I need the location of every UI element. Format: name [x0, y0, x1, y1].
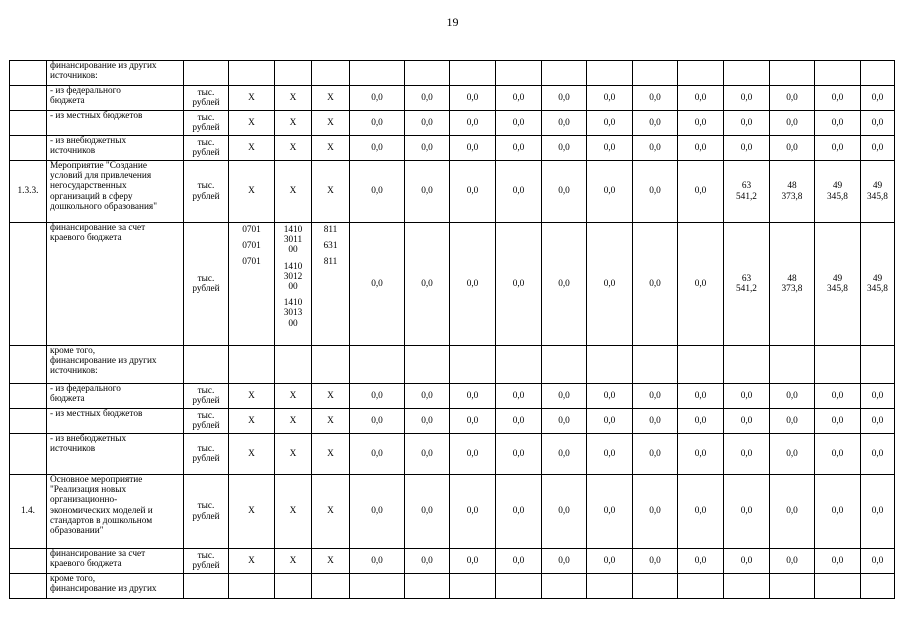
row-number: 1.4. — [10, 475, 47, 549]
value-cell — [542, 61, 587, 86]
value-cell: 0,0 — [450, 549, 496, 574]
value-cell: 0,0 — [542, 111, 587, 136]
code-cell-c1: Х — [229, 549, 275, 574]
value-cell — [542, 574, 587, 599]
value-cell: 0,0 — [587, 434, 633, 475]
code-cell-c2: Х — [275, 384, 312, 409]
code-value: 0701 — [242, 241, 261, 252]
row-number — [10, 61, 47, 86]
value-cell: 0,0 — [496, 434, 542, 475]
value-cell: 0,0 — [542, 384, 587, 409]
code-cell-c1: Х — [229, 111, 275, 136]
value-cell: 0,0 — [542, 409, 587, 434]
value-cell: 0,0 — [678, 111, 724, 136]
value-cell: 0,0 — [496, 136, 542, 161]
row-name: - из внебюджетных источников — [47, 434, 184, 475]
row-unit: тыс. рублей — [184, 384, 229, 409]
value-cell: 0,0 — [350, 161, 405, 223]
code-cell-c1 — [229, 61, 275, 86]
value-cell: 0,0 — [815, 475, 861, 549]
value-cell — [678, 61, 724, 86]
value-cell: 0,0 — [815, 409, 861, 434]
value-cell: 0,0 — [496, 111, 542, 136]
value-cell: 0,0 — [405, 475, 450, 549]
value-cell: 0,0 — [724, 475, 770, 549]
value-cell: 0,0 — [724, 136, 770, 161]
value-cell: 0,0 — [678, 136, 724, 161]
code-cell-c3 — [312, 61, 350, 86]
row-number — [10, 111, 47, 136]
value-cell: 0,0 — [450, 161, 496, 223]
code-value: 811 — [323, 257, 338, 268]
value-cell: 0,0 — [770, 434, 815, 475]
row-unit: тыс. рублей — [184, 434, 229, 475]
code-value: 1410 3013 00 — [283, 298, 303, 329]
value-cell: 0,0 — [587, 475, 633, 549]
table-row — [10, 86, 895, 111]
value-cell: 0,0 — [861, 549, 895, 574]
value-cell — [496, 61, 542, 86]
value-cell — [450, 346, 496, 384]
value-cell — [815, 61, 861, 86]
value-cell: 0,0 — [724, 384, 770, 409]
value-cell: 0,0 — [350, 136, 405, 161]
value-cell — [724, 574, 770, 599]
value-cell: 0,0 — [542, 223, 587, 346]
value-cell: 0,0 — [770, 409, 815, 434]
value-cell: 0,0 — [678, 434, 724, 475]
value-cell — [815, 574, 861, 599]
value-cell: 0,0 — [587, 111, 633, 136]
value-cell: 0,0 — [678, 161, 724, 223]
code-cell-c1 — [229, 223, 275, 346]
code-cell-c2: Х — [275, 111, 312, 136]
value-cell — [678, 346, 724, 384]
table-body — [10, 61, 895, 599]
row-unit: тыс. рублей — [184, 161, 229, 223]
table-row — [10, 384, 895, 409]
value-cell — [861, 574, 895, 599]
value-cell: 0,0 — [450, 409, 496, 434]
code-cell-c2 — [275, 223, 312, 346]
row-name: кроме того, финансирование из других — [47, 574, 184, 599]
row-name: - из местных бюджетов — [47, 409, 184, 434]
value-cell: 48 373,8 — [770, 161, 815, 223]
value-cell: 0,0 — [770, 86, 815, 111]
value-cell — [350, 574, 405, 599]
value-cell: 0,0 — [405, 384, 450, 409]
row-unit: тыс. рублей — [184, 86, 229, 111]
value-cell: 0,0 — [724, 86, 770, 111]
table-row — [10, 346, 895, 384]
table-row — [10, 111, 895, 136]
value-cell — [405, 346, 450, 384]
value-cell: 0,0 — [350, 86, 405, 111]
code-cell-c3: Х — [312, 434, 350, 475]
value-cell: 0,0 — [724, 434, 770, 475]
value-cell: 0,0 — [542, 136, 587, 161]
value-cell: 0,0 — [405, 434, 450, 475]
value-cell — [770, 61, 815, 86]
code-cell-c3: Х — [312, 384, 350, 409]
value-cell: 0,0 — [450, 434, 496, 475]
code-value: 1410 3011 00 — [283, 225, 303, 256]
row-name: кроме того, финансирование из других источников: — [47, 346, 184, 384]
value-cell — [815, 346, 861, 384]
value-cell: 0,0 — [633, 384, 678, 409]
value-cell: 0,0 — [770, 111, 815, 136]
value-cell — [542, 346, 587, 384]
table-row — [10, 61, 895, 86]
row-name: - из федерального бюджета — [47, 384, 184, 409]
row-number — [10, 384, 47, 409]
value-cell: 0,0 — [587, 86, 633, 111]
value-cell: 0,0 — [587, 384, 633, 409]
page-number: 19 — [446, 15, 459, 29]
value-cell: 0,0 — [405, 223, 450, 346]
code-value: 1410 3012 00 — [283, 261, 303, 293]
value-cell: 0,0 — [724, 549, 770, 574]
budget-table — [9, 60, 895, 599]
table-row — [10, 475, 895, 549]
code-value: 0701 — [242, 257, 261, 268]
value-cell: 0,0 — [678, 475, 724, 549]
value-cell: 0,0 — [542, 434, 587, 475]
value-cell: 0,0 — [770, 549, 815, 574]
row-number — [10, 409, 47, 434]
value-cell: 0,0 — [724, 111, 770, 136]
value-cell: 0,0 — [678, 549, 724, 574]
value-cell — [350, 346, 405, 384]
value-cell: 0,0 — [587, 136, 633, 161]
value-cell — [724, 346, 770, 384]
value-cell — [496, 574, 542, 599]
value-cell: 0,0 — [678, 223, 724, 346]
code-cell-c1: Х — [229, 409, 275, 434]
row-number — [10, 346, 47, 384]
value-cell — [861, 61, 895, 86]
row-unit: тыс. рублей — [184, 136, 229, 161]
value-cell: 0,0 — [405, 549, 450, 574]
value-cell: 0,0 — [496, 223, 542, 346]
value-cell: 0,0 — [405, 136, 450, 161]
value-cell: 48 373,8 — [770, 223, 815, 346]
value-cell: 0,0 — [350, 475, 405, 549]
value-cell — [861, 346, 895, 384]
row-name: Основное мероприятие "Реализация новых организационно- экономических моделей и стандартов в дошкольном образовании" — [47, 475, 184, 549]
value-cell — [587, 346, 633, 384]
value-cell — [724, 61, 770, 86]
value-cell: 0,0 — [633, 136, 678, 161]
code-cell-c3 — [312, 574, 350, 599]
value-cell: 0,0 — [678, 384, 724, 409]
row-unit: тыс. рублей — [184, 223, 229, 346]
row-name: - из внебюджетных источников — [47, 136, 184, 161]
value-cell: 0,0 — [815, 86, 861, 111]
value-cell: 0,0 — [350, 384, 405, 409]
value-cell: 0,0 — [450, 136, 496, 161]
value-cell: 0,0 — [496, 86, 542, 111]
value-cell: 0,0 — [542, 161, 587, 223]
code-cell-c2: Х — [275, 86, 312, 111]
row-number — [10, 574, 47, 599]
value-cell: 0,0 — [861, 434, 895, 475]
table-row — [10, 409, 895, 434]
code-cell-c1 — [229, 574, 275, 599]
value-cell: 0,0 — [678, 86, 724, 111]
row-unit: тыс. рублей — [184, 409, 229, 434]
code-cell-c2: Х — [275, 409, 312, 434]
value-cell — [405, 61, 450, 86]
code-cell-c3: Х — [312, 475, 350, 549]
code-cell-c2: Х — [275, 549, 312, 574]
code-cell-c3: Х — [312, 111, 350, 136]
row-number: 1.3.3. — [10, 161, 47, 223]
value-cell: 0,0 — [587, 409, 633, 434]
row-number — [10, 549, 47, 574]
value-cell: 0,0 — [861, 136, 895, 161]
value-cell: 0,0 — [405, 111, 450, 136]
value-cell: 0,0 — [405, 409, 450, 434]
table-row — [10, 434, 895, 475]
value-cell: 0,0 — [815, 136, 861, 161]
row-unit — [184, 574, 229, 599]
row-unit — [184, 61, 229, 86]
value-cell: 0,0 — [496, 409, 542, 434]
value-cell: 0,0 — [587, 161, 633, 223]
value-cell: 0,0 — [450, 86, 496, 111]
row-name: - из местных бюджетов — [47, 111, 184, 136]
code-cell-c2 — [275, 346, 312, 384]
table-row — [10, 136, 895, 161]
value-cell: 49 345,8 — [815, 223, 861, 346]
value-cell: 0,0 — [496, 549, 542, 574]
value-cell: 0,0 — [350, 434, 405, 475]
code-cell-c1: Х — [229, 136, 275, 161]
table-row — [10, 574, 895, 599]
value-cell: 0,0 — [405, 86, 450, 111]
value-cell: 0,0 — [633, 409, 678, 434]
code-cell-c2 — [275, 574, 312, 599]
value-cell: 0,0 — [770, 384, 815, 409]
row-name: финансирование за счет краевого бюджета — [47, 223, 184, 346]
value-cell: 0,0 — [496, 161, 542, 223]
value-cell: 0,0 — [587, 223, 633, 346]
value-cell — [633, 574, 678, 599]
value-cell: 0,0 — [350, 549, 405, 574]
value-cell: 0,0 — [815, 434, 861, 475]
value-cell — [770, 346, 815, 384]
code-cell-c2 — [275, 61, 312, 86]
code-cell-c3: Х — [312, 549, 350, 574]
value-cell: 0,0 — [815, 111, 861, 136]
value-cell: 0,0 — [815, 384, 861, 409]
table-row — [10, 549, 895, 574]
code-cell-c3: Х — [312, 409, 350, 434]
value-cell — [633, 346, 678, 384]
code-cell-c1: Х — [229, 161, 275, 223]
value-cell: 0,0 — [450, 384, 496, 409]
value-cell: 0,0 — [542, 549, 587, 574]
code-cell-c2: Х — [275, 161, 312, 223]
code-cell-c3: Х — [312, 136, 350, 161]
value-cell: 0,0 — [815, 549, 861, 574]
value-cell: 49 345,8 — [815, 161, 861, 223]
value-cell: 49 345,8 — [861, 161, 895, 223]
value-cell — [633, 61, 678, 86]
code-value: 811 — [323, 225, 338, 235]
code-cell-c3 — [312, 346, 350, 384]
value-cell — [587, 61, 633, 86]
value-cell: 63 541,2 — [724, 161, 770, 223]
code-value: 631 — [323, 241, 338, 252]
row-name: финансирование за счет краевого бюджета — [47, 549, 184, 574]
row-number — [10, 136, 47, 161]
value-cell: 0,0 — [633, 434, 678, 475]
value-cell: 0,0 — [770, 475, 815, 549]
value-cell — [405, 574, 450, 599]
value-cell — [770, 574, 815, 599]
table-row — [10, 223, 895, 346]
value-cell: 0,0 — [450, 475, 496, 549]
row-unit — [184, 346, 229, 384]
code-cell-c3: Х — [312, 161, 350, 223]
value-cell: 49 345,8 — [861, 223, 895, 346]
value-cell: 0,0 — [350, 223, 405, 346]
row-name: - из федерального бюджета — [47, 86, 184, 111]
code-cell-c1: Х — [229, 86, 275, 111]
value-cell: 0,0 — [405, 161, 450, 223]
code-cell-c1 — [229, 346, 275, 384]
value-cell: 0,0 — [861, 475, 895, 549]
value-cell: 0,0 — [633, 161, 678, 223]
value-cell: 0,0 — [350, 111, 405, 136]
value-cell: 0,0 — [350, 409, 405, 434]
value-cell: 0,0 — [678, 409, 724, 434]
value-cell: 0,0 — [861, 111, 895, 136]
value-cell: 0,0 — [633, 86, 678, 111]
value-cell: 0,0 — [770, 136, 815, 161]
code-cell-c1: Х — [229, 384, 275, 409]
code-value: 0701 — [242, 225, 261, 235]
code-cell-c2: Х — [275, 136, 312, 161]
value-cell: 63 541,2 — [724, 223, 770, 346]
value-cell: 0,0 — [861, 86, 895, 111]
row-number — [10, 434, 47, 475]
row-name: финансирование из других источников: — [47, 61, 184, 86]
table-row — [10, 161, 895, 223]
code-cell-c3: Х — [312, 86, 350, 111]
row-unit: тыс. рублей — [184, 549, 229, 574]
value-cell — [678, 574, 724, 599]
value-cell — [587, 574, 633, 599]
value-cell: 0,0 — [587, 549, 633, 574]
code-cell-c2: Х — [275, 475, 312, 549]
value-cell: 0,0 — [633, 111, 678, 136]
row-number — [10, 223, 47, 346]
value-cell — [450, 61, 496, 86]
value-cell: 0,0 — [633, 223, 678, 346]
code-cell-c1: Х — [229, 434, 275, 475]
value-cell: 0,0 — [542, 475, 587, 549]
code-cell-c2: Х — [275, 434, 312, 475]
value-cell: 0,0 — [542, 86, 587, 111]
value-cell — [350, 61, 405, 86]
value-cell: 0,0 — [450, 223, 496, 346]
code-cell-c1: Х — [229, 475, 275, 549]
value-cell: 0,0 — [861, 384, 895, 409]
value-cell: 0,0 — [496, 475, 542, 549]
row-number — [10, 86, 47, 111]
row-name: Мероприятие "Создание условий для привлечения негосударственных организаций в сферу дошкольного образования" — [47, 161, 184, 223]
value-cell: 0,0 — [496, 384, 542, 409]
value-cell: 0,0 — [450, 111, 496, 136]
row-unit: тыс. рублей — [184, 475, 229, 549]
value-cell — [496, 346, 542, 384]
code-cell-c3 — [312, 223, 350, 346]
value-cell: 0,0 — [633, 549, 678, 574]
value-cell: 0,0 — [861, 409, 895, 434]
value-cell — [450, 574, 496, 599]
row-unit: тыс. рублей — [184, 111, 229, 136]
value-cell: 0,0 — [724, 409, 770, 434]
value-cell: 0,0 — [633, 475, 678, 549]
